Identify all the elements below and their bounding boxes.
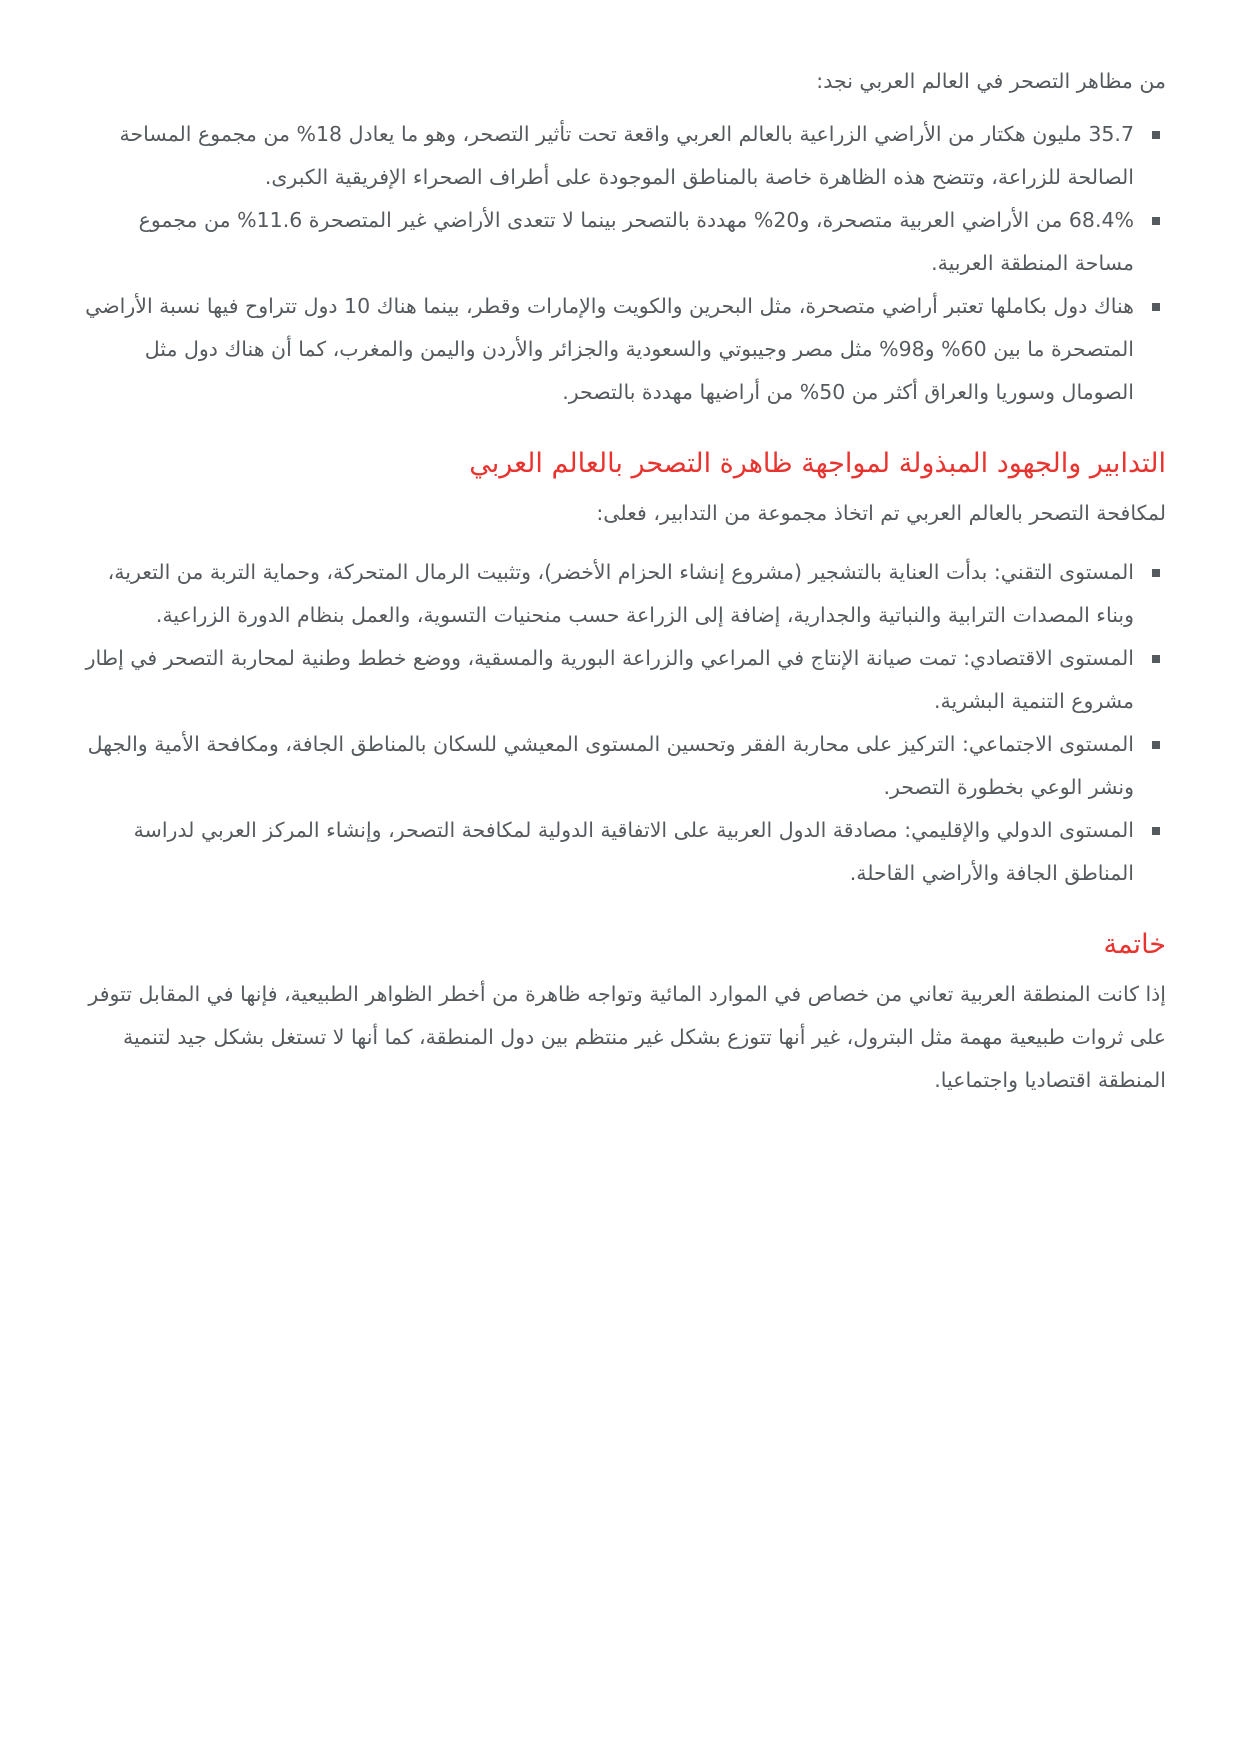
list-item: 35.7 مليون هكتار من الأراضي الزراعية بالعالم العربي واقعة تحت تأثير التصحر، وهو ما يعادل 18% من مجموع المساحة الصالحة للزراعة، وتتضح هذه الظاهرة خاصة بالمناطق الموجودة على أطراف الصحراء الإفريقية الكبرى. <box>78 113 1134 199</box>
list-item: هناك دول بكاملها تعتبر أراضي متصحرة، مثل البحرين والكويت والإمارات وقطر، بينما هناك 10 دول تتراوح فيها نسبة الأراضي المتصحرة ما بين 60% و98% مثل مصر وجيبوتي والسعودية والجزائر والأردن واليمن والمغرب، كما أن هناك دول مثل الصومال وسوريا والعراق أكثر من 50% من أراضيها مهددة بالتصحر. <box>78 285 1134 414</box>
measures-heading: التدابير والجهود المبذولة لمواجهة ظاهرة التصحر بالعالم العربي <box>469 448 1166 479</box>
list-item: 68.4% من الأراضي العربية متصحرة، و20% مهددة بالتصحر بينما لا تتعدى الأراضي غير المتصحرة 11.6% من مجموع مساحة المنطقة العربية. <box>78 199 1134 285</box>
measures-list <box>78 551 1166 895</box>
list-item: المستوى التقني: بدأت العناية بالتشجير (مشروع إنشاء الحزام الأخضر)، وتثبيت الرمال المتحركة، وحماية التربة من التعرية، وبناء المصدات الترابية والنباتية والجدارية، إضافة إلى الزراعة حسب منحنيات التسوية، والعمل بنظام الدورة الزراعية. <box>78 551 1134 637</box>
document-page <box>78 60 1166 1102</box>
conclusion-heading: خاتمة <box>1103 929 1166 960</box>
manifestations-list <box>78 113 1166 414</box>
list-item: المستوى الاجتماعي: التركيز على محاربة الفقر وتحسين المستوى المعيشي للسكان بالمناطق الجافة، ومكافحة الأمية والجهل ونشر الوعي بخطورة التصحر. <box>78 723 1134 809</box>
list-item: المستوى الاقتصادي: تمت صيانة الإنتاج في المراعي والزراعة البورية والمسقية، ووضع خطط وطنية لمحاربة التصحر في إطار مشروع التنمية البشرية. <box>78 637 1134 723</box>
list-item: المستوى الدولي والإقليمي: مصادقة الدول العربية على الاتفاقية الدولية لمكافحة التصحر، وإنشاء المركز العربي لدراسة المناطق الجافة والأراضي القاحلة. <box>78 809 1134 895</box>
intro-paragraph: من مظاهر التصحر في العالم العربي نجد: <box>816 69 1166 93</box>
conclusion-paragraph: إذا كانت المنطقة العربية تعاني من خصاص في الموارد المائية وتواجه ظاهرة من أخطر الظواهر الطبيعية، فإنها في المقابل تتوفر على ثروات طبيعية مهمة مثل البترول، غير أنها تتوزع بشكل غير منتظم بين دول المنطقة، كما أنها لا تستغل بشكل جيد لتنمية المنطقة اقتصاديا واجتماعيا. <box>88 982 1166 1092</box>
measures-intro-paragraph: لمكافحة التصحر بالعالم العربي تم اتخاذ مجموعة من التدابير، فعلى: <box>596 501 1166 525</box>
